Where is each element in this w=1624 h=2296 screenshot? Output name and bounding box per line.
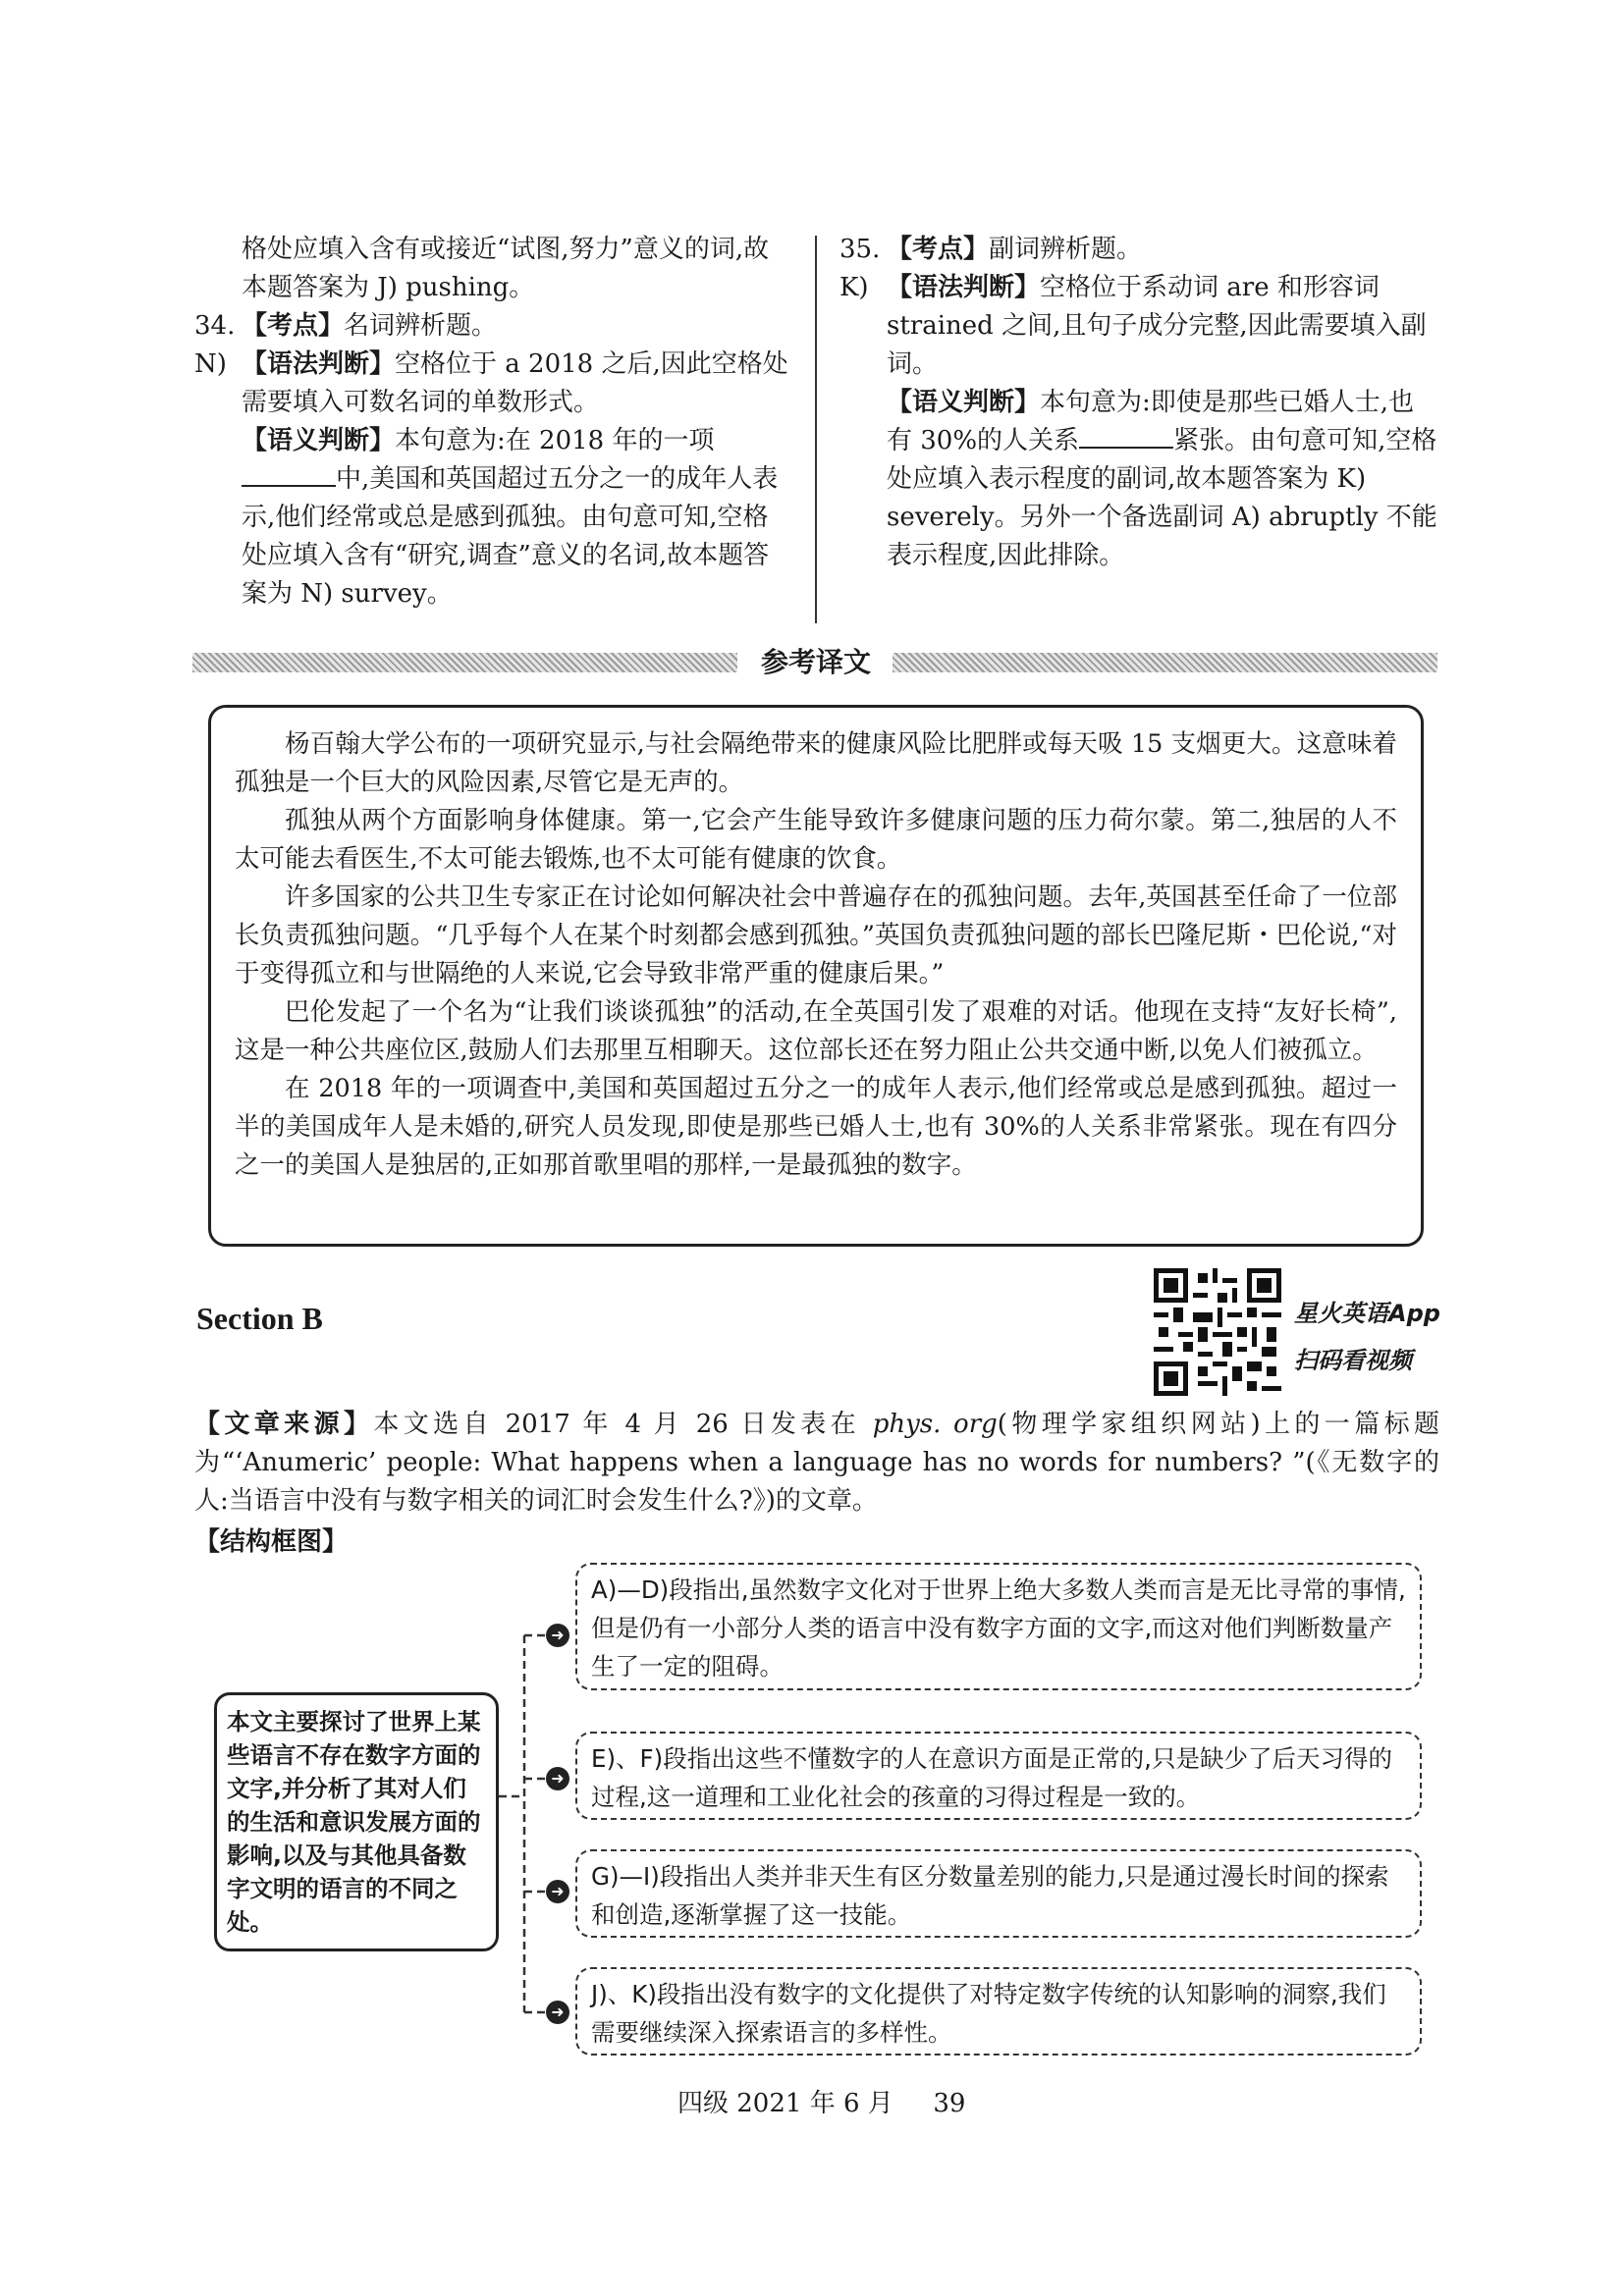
q34-semantic: 【语义判断】本句意为:在 2018 年的一项中,美国和英国超过五分之一的成年人表示,他们经常或总是感到孤独。由句意可知,空格处应填入含有“研究,调查”意义的名词,故本题答案为 N) survey。	[242, 426, 779, 609]
arrow-right-icon: ➜	[546, 2001, 569, 2024]
q33-continuation: 格处应填入含有或接近“试图,努力”意义的词,故 本题答案为 J) pushing。	[242, 235, 770, 302]
left-column	[194, 231, 793, 614]
banner-hatch-left	[192, 653, 737, 672]
answer-blank	[242, 461, 336, 487]
page-number: 39	[933, 2089, 966, 2118]
q35-grammar-text: 空格位于系动词 are 和形容词 strained 之间,且句子成分完整,因此需要填入副词。	[887, 273, 1427, 379]
q34-grammar-text: 空格位于 a 2018 之后,因此空格处需要填入可数名词的单数形式。	[242, 349, 788, 417]
q35-heading	[839, 231, 1438, 269]
column-divider	[815, 236, 817, 623]
structure-item: A)—D)段指出,虽然数字文化对于世界上绝大多数人类而言是无比寻常的事情,但是仍有一小部分人类的语言中没有数字方面的文字,而这对他们判断数量产生了一定的阻碍。	[575, 1563, 1422, 1690]
structure-main-box: 本文主要探讨了世界上某些语言不存在数字方面的文字,并分析了其对人们的生活和意识发展方面的影响,以及与其他具备数字文明的语言的不同之处。	[214, 1692, 499, 1951]
arrow-right-icon: ➜	[546, 1880, 569, 1903]
structure-item: G)—I)段指出人类并非天生有区分数量差别的能力,只是通过漫长时间的探索和创造,逐渐掌握了这一技能。	[575, 1849, 1422, 1938]
structure-item: E)、F)段指出这些不懂数字的人在意识方面是正常的,只是缺少了后天习得的过程,这一道理和工业化社会的孩童的习得过程是一致的。	[575, 1732, 1422, 1820]
tag-semantic: 【语义判断】	[242, 426, 396, 455]
q34-heading	[194, 307, 793, 346]
translation-banner	[192, 646, 1437, 679]
banner-title: 参考译文	[760, 646, 871, 678]
page-footer	[677, 2083, 965, 2119]
qr-caption-scan: 扫码看视频	[1294, 1347, 1412, 1374]
tag-semantic: 【语义判断】	[887, 388, 1041, 417]
translation-paragraph: 孤独从两个方面影响身体健康。第一,它会产生能导致许多健康问题的压力荷尔蒙。第二,独居的人不太可能去看医生,不太可能去锻炼,也不太可能有健康的饮食。	[235, 806, 1397, 874]
translation-paragraph: 巴伦发起了一个名为“让我们谈谈孤独”的活动,在全英国引发了艰难的对话。他现在支持“友好长椅”,这是一种公共座位区,鼓励人们去那里互相聊天。这位部长还在努力阻止公共交通中断,以免人们被孤立。	[235, 997, 1397, 1065]
structure-title: 【结构框图】	[194, 1527, 349, 1557]
q35-semantic: 【语义判断】本句意为:即使是那些已婚人士,也有 30%的人关系 紧张。由句意可知,空格处应填入表示程度的副词,故本题答案为 K) severely。另外一个备选副词 A) abruptly 不能表示程度,因此排除。	[887, 388, 1437, 570]
q34-topic: 名词辨析题。	[344, 311, 498, 341]
translation-paragraph: 杨百翰大学公布的一项研究显示,与社会隔绝带来的健康风险比肥胖或每天吸 15 支烟更大。这意味着孤独是一个巨大的风险因素,尽管它是无声的。	[235, 729, 1397, 797]
q35-grammar	[839, 269, 1438, 384]
qr-caption-app: 星火英语App	[1294, 1300, 1440, 1327]
section-title: Section B	[196, 1301, 323, 1336]
qr-code-icon[interactable]	[1154, 1268, 1281, 1396]
article-source: 【文章来源】本文选自 2017 年 4 月 26 日发表在 phys. org(物理学家组织网站)上的一篇标题为“‘Anumeric’ people: What happens when a language has no words for numbers? ”(《无数字的人:当语言中没有与数字相关的词汇时会发生什么?》)的文章。	[194, 1410, 1439, 1516]
answer-letter: N)	[194, 349, 227, 379]
tag-kaodian: 【考点】	[887, 235, 990, 264]
question-number: 35.	[839, 235, 881, 264]
footer-exam: 四级 2021 年 6 月	[677, 2089, 893, 2118]
tag-source: 【文章来源】	[194, 1410, 374, 1439]
arrow-right-icon: ➜	[546, 1767, 569, 1790]
right-column	[839, 231, 1438, 575]
question-number: 34.	[194, 311, 236, 341]
q35-topic: 副词辨析题。	[989, 235, 1143, 264]
arrow-right-icon: ➜	[546, 1624, 569, 1647]
q34-grammar	[194, 346, 793, 422]
tag-grammar: 【语法判断】	[242, 349, 396, 379]
tag-grammar: 【语法判断】	[887, 273, 1041, 302]
structure-item: J)、K)段指出没有数字的文化提供了对特定数字传统的认知影响的洞察,我们需要继续深入探索语言的多样性。	[575, 1967, 1422, 2056]
tag-kaodian: 【考点】	[242, 311, 345, 341]
source-site: phys. org	[872, 1410, 998, 1439]
answer-blank	[1079, 423, 1173, 449]
translation-box	[208, 705, 1424, 1247]
banner-hatch-right	[893, 653, 1437, 672]
answer-letter: K)	[839, 273, 869, 302]
translation-paragraph: 许多国家的公共卫生专家正在讨论如何解决社会中普遍存在的孤独问题。去年,英国甚至任命了一位部长负责孤独问题。“几乎每个人在某个时刻都会感到孤独。”英国负责孤独问题的部长巴隆尼斯・巴伦说,“对于变得孤立和与世隔绝的人来说,它会导致非常严重的健康后果。”	[235, 882, 1397, 988]
translation-paragraph: 在 2018 年的一项调查中,美国和英国超过五分之一的成年人表示,他们经常或总是感到孤独。超过一半的美国成年人是未婚的,研究人员发现,即使是那些已婚人士,也有 30%的人关系非常紧张。现在有四分之一的美国人是独居的,正如那首歌里唱的那样,一是最孤独的数字。	[235, 1074, 1397, 1180]
